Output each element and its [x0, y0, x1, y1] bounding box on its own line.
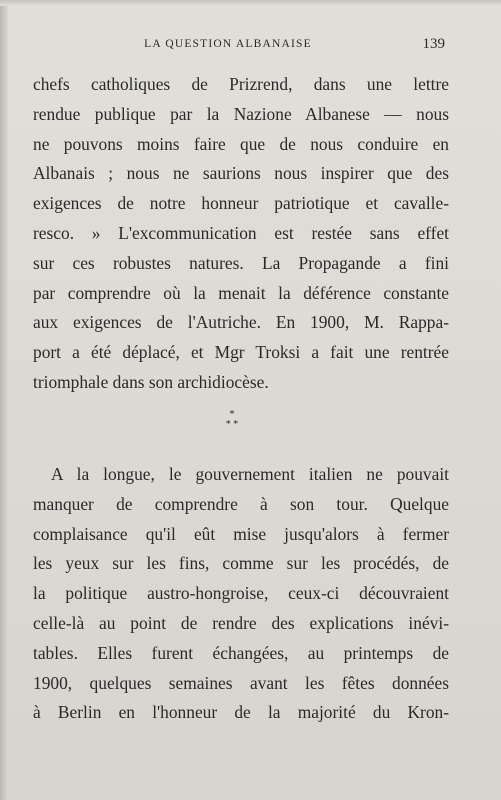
page-edge-shadow — [0, 0, 8, 800]
text-line: ne pouvons moins faire que de nous conduire en — [33, 133, 449, 154]
page-number: 139 — [422, 36, 445, 52]
text-line: A la longue, le gouvernement italien ne pouvait — [51, 464, 449, 484]
text-line: exigences de notre honneur patriotique et cavalle- — [33, 193, 449, 214]
text-line: sur ces robustes natures. La Propagande a fini — [33, 252, 449, 273]
page-top-shadow — [0, 0, 501, 6]
text-line: Albanais ; nous ne saurions nous inspirer que des — [33, 163, 449, 184]
text-line: 1900, quelques semaines avant les fêtes données — [33, 672, 449, 693]
text-line: chefs catholiques de Prizrend, dans une lettre — [33, 74, 449, 94]
text-line: complaisance qu'il eût mise jusqu'alors à fermer — [33, 523, 449, 544]
text-line: resco. » L'excommunication est restée sans effet — [33, 222, 449, 243]
running-head — [0, 36, 501, 54]
text-line: aux exigences de l'Autriche. En 1900, M. Rappa- — [33, 312, 449, 333]
text-line: manquer de comprendre à son tour. Quelque — [33, 493, 449, 514]
text-line: port a été déplacé, et Mgr Troksi a fait une rentrée — [33, 342, 449, 363]
separator-bottom: * * — [225, 419, 239, 430]
text-line: triomphale dans son archidiocèse. — [33, 371, 269, 392]
text-line: tables. Elles furent échangées, au printemps de — [33, 642, 449, 663]
text-line: la politique austro-hongroise, ceux-ci découvraient — [33, 583, 449, 604]
text-line: à Berlin en l'honneur de la majorité du Kron- — [33, 702, 449, 723]
paragraph-continued — [33, 70, 449, 398]
text-line: par comprendre où la menait la déférence constante — [33, 282, 449, 303]
section-separator-asterisks — [217, 410, 247, 434]
text-line: celle-là au point de rendre des explications inévi- — [33, 612, 449, 633]
paragraph-new — [33, 460, 449, 728]
text-line: les yeux sur les fins, comme sur les procédés, de — [33, 553, 449, 574]
separator-top: * — [229, 409, 235, 420]
running-title: LA QUESTION ALBANAISE — [144, 38, 312, 50]
text-line: rendue publique par la Nazione Albanese — nous — [33, 103, 449, 124]
